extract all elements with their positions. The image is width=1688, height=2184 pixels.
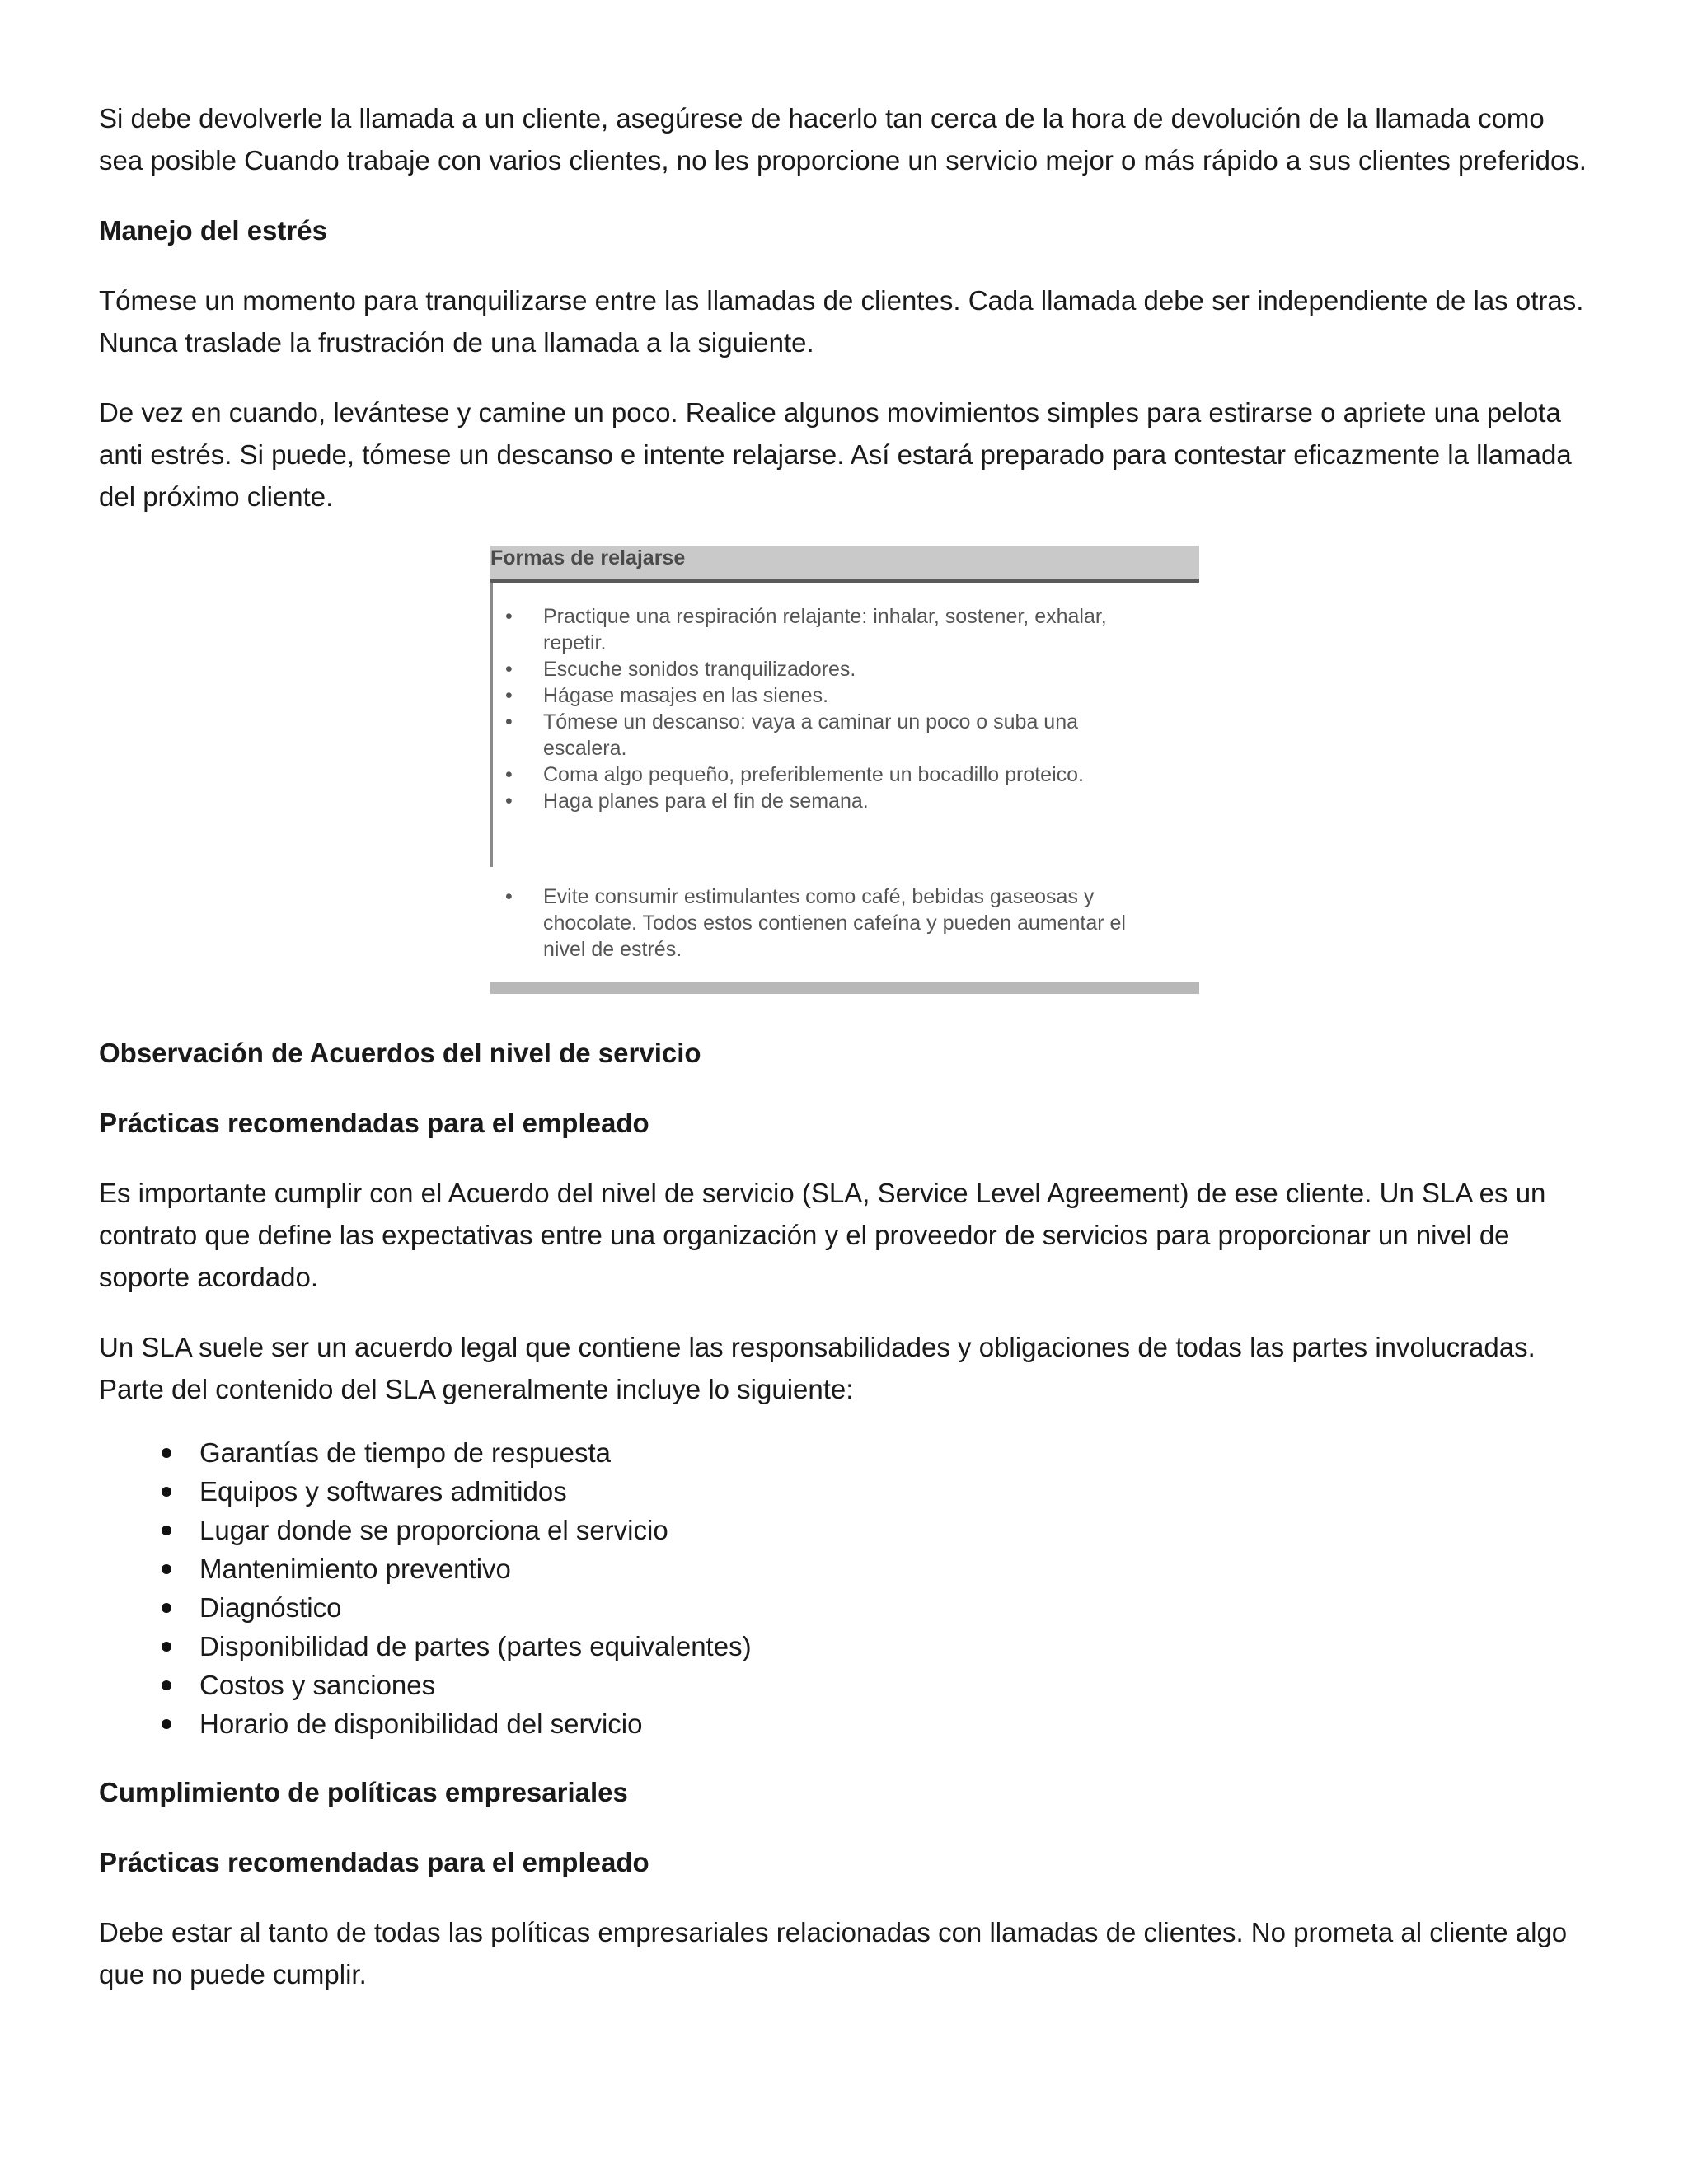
figure-left-rule: [490, 583, 493, 867]
policy-subheading: Prácticas recomendadas para el empleado: [99, 1847, 649, 1877]
sla-list-item: Costos y sanciones: [99, 1666, 1591, 1704]
relax-figure: [490, 546, 1199, 996]
sla-list-item: Horario de disponibilidad del servicio: [99, 1704, 1591, 1743]
policy-paragraph: Debe estar al tanto de todas las políticas empresariales relacionadas con llamadas de clientes. No prometa al cliente algo que no puede cumplir.: [99, 1917, 1568, 1990]
sla-content-list: [99, 1433, 1591, 1743]
stress-paragraph-1: Tómese un momento para tranquilizarse entre las llamadas de clientes. Cada llamada debe ser independiente de las otras. Nunca traslade la frustración de una llamada a la siguiente.: [99, 285, 1584, 358]
sla-paragraph-1: Es importante cumplir con el Acuerdo del nivel de servicio (SLA, Service Level Agreement) de ese cliente. Un SLA es un contrato que define las expectativas entre una organización y el proveedor de servicios para proporcionar un nivel de soporte acordado.: [99, 1178, 1546, 1292]
sla-subheading: Prácticas recomendadas para el empleado: [99, 1108, 649, 1138]
sla-list-item: Disponibilidad de partes (partes equivalentes): [99, 1627, 1591, 1666]
sla-list-item: Diagnóstico: [99, 1588, 1591, 1627]
figure-list-item: • Escuche sonidos tranquilizadores.: [504, 656, 1163, 682]
document-page: [99, 97, 1591, 2023]
intro-paragraph: Si debe devolverle la llamada a un cliente, asegúrese de hacerlo tan cerca de la hora de devolución de la llamada como sea posible Cuando trabaje con varios clientes, no les proporcione un servicio mejor o más rápido a sus clientes preferidos.: [99, 103, 1587, 176]
figure-bottom-bar: [490, 982, 1199, 994]
figure-title-rule: [490, 579, 1199, 583]
sla-list-item: Equipos y softwares admitidos: [99, 1472, 1591, 1511]
figure-title: Formas de relajarse: [490, 546, 686, 569]
figure-extra-list: [504, 883, 1163, 963]
figure-extra-item: • Evite consumir estimulantes como café, bebidas gaseosas y chocolate. Todos estos contienen cafeína y pueden aumentar el nivel de estrés.: [504, 883, 1163, 963]
stress-heading: Manejo del estrés: [99, 215, 327, 246]
figure-list: [504, 603, 1163, 814]
relax-figure-wrapper: [99, 546, 1591, 996]
figure-list-item: • Haga planes para el fin de semana.: [504, 788, 1163, 814]
sla-paragraph-2: Un SLA suele ser un acuerdo legal que contiene las responsabilidades y obligaciones de todas las partes involucradas. Parte del contenido del SLA generalmente incluye lo siguiente:: [99, 1332, 1536, 1404]
policy-heading: Cumplimiento de políticas empresariales: [99, 1777, 628, 1807]
sla-list-item: Mantenimiento preventivo: [99, 1549, 1591, 1588]
sla-heading: Observación de Acuerdos del nivel de servicio: [99, 1038, 701, 1068]
figure-list-item: • Practique una respiración relajante: inhalar, sostener, exhalar, repetir.: [504, 603, 1163, 656]
stress-paragraph-2: De vez en cuando, levántese y camine un poco. Realice algunos movimientos simples para estirarse o apriete una pelota anti estrés. Si puede, tómese un descanso e intente relajarse. Así estará preparado para contestar eficazmente la llamada del próximo cliente.: [99, 397, 1572, 512]
figure-list-item: • Coma algo pequeño, preferiblemente un bocadillo proteico.: [504, 762, 1163, 788]
figure-list-item: • Hágase masajes en las sienes.: [504, 682, 1163, 709]
sla-list-item: Garantías de tiempo de respuesta: [99, 1433, 1591, 1472]
figure-list-item: • Tómese un descanso: vaya a caminar un poco o suba una escalera.: [504, 709, 1163, 762]
sla-list-item: Lugar donde se proporciona el servicio: [99, 1511, 1591, 1549]
